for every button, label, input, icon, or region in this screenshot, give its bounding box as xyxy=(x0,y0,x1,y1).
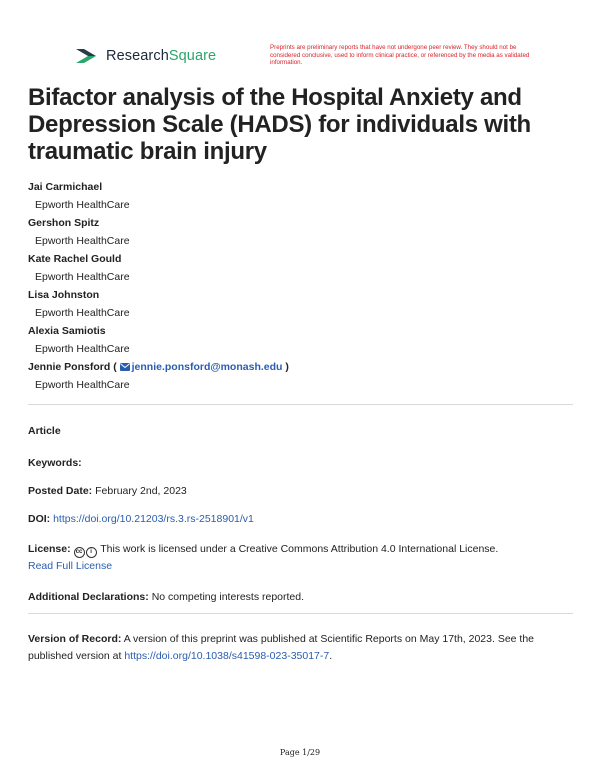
vor-link[interactable]: https://doi.org/10.1038/s41598-023-35017-7 xyxy=(124,650,330,662)
author-name: Jai Carmichael xyxy=(28,181,103,193)
research-square-logo-icon xyxy=(74,47,98,65)
additional-declarations xyxy=(28,589,573,606)
author-email: jennie.ponsford@monash.edu xyxy=(131,361,283,373)
paper-title: Bifactor analysis of the Hospital Anxiety and Depression Scale (HADS) for individuals with traumatic brain injury xyxy=(28,84,531,165)
vor-text: A version of this preprint was published at Scientific Reports on May 17th, 2023. See the published version at xyxy=(28,633,535,662)
article-type: Article xyxy=(28,425,61,437)
doi-label: DOI: xyxy=(28,513,51,525)
read-full-license-link[interactable]: Read Full License xyxy=(28,560,113,572)
version-of-record: Version of Record: A version of this preprint was published at Scientific Reports on May 17th, 2023. See the published version at https://doi.org/10.1038/s41598-023-35017-7. xyxy=(28,633,535,662)
research-square-logo[interactable] xyxy=(74,47,216,65)
posted-date-label: Posted Date: xyxy=(28,485,93,497)
cc-icon: cc xyxy=(74,547,85,558)
page-number: Page 1/29 xyxy=(279,748,321,757)
corresponding-author: Jennie Ponsford ( jennie.ponsford@monash.edu ) xyxy=(28,361,289,373)
doi-link[interactable]: https://doi.org/10.21203/rs.3.rs-2518901/v1 xyxy=(53,513,254,525)
author-affiliation: Epworth HealthCare xyxy=(35,379,130,391)
preprint-notice: Preprints are preliminary reports that have not undergone peer review. They should not be considered conclusive, used to inform clinical practice, or referenced by the media as validated information. xyxy=(270,44,530,67)
posted-date xyxy=(28,483,573,500)
cc-by-icon: i xyxy=(86,547,97,558)
divider xyxy=(28,404,573,405)
author-name: Alexia Samiotis xyxy=(28,325,106,337)
author-affiliation: Epworth HealthCare xyxy=(35,271,130,283)
author-name: Gershon Spitz xyxy=(28,217,100,229)
brand-name: ResearchSquare xyxy=(106,48,217,64)
author-entry xyxy=(28,324,548,360)
author-email-link[interactable] xyxy=(120,361,283,373)
posted-date-value: February 2nd, 2023 xyxy=(95,485,187,497)
author-name: Lisa Johnston xyxy=(28,289,100,301)
author-name: Kate Rachel Gould xyxy=(28,253,122,265)
author-entry xyxy=(28,252,548,288)
author-list xyxy=(28,180,548,396)
author-affiliation: Epworth HealthCare xyxy=(35,343,130,355)
doi xyxy=(28,511,573,528)
declarations-label: Additional Declarations: xyxy=(28,591,149,603)
author-entry xyxy=(28,360,548,396)
license-label: License: xyxy=(28,543,71,555)
author-entry xyxy=(28,216,548,252)
declarations-text: No competing interests reported. xyxy=(151,591,305,603)
author-entry xyxy=(28,288,548,324)
author-entry xyxy=(28,180,548,216)
divider xyxy=(28,613,573,614)
author-affiliation: Epworth HealthCare xyxy=(35,307,130,319)
license xyxy=(28,541,573,575)
keywords: Keywords: xyxy=(28,457,82,469)
author-affiliation: Epworth HealthCare xyxy=(35,199,130,211)
mail-icon xyxy=(120,363,130,371)
license-text: This work is licensed under a Creative Commons Attribution 4.0 International License. xyxy=(100,543,499,555)
author-name: Jennie Ponsford xyxy=(28,361,111,373)
author-affiliation: Epworth HealthCare xyxy=(35,235,130,247)
vor-label: Version of Record: xyxy=(28,633,122,645)
